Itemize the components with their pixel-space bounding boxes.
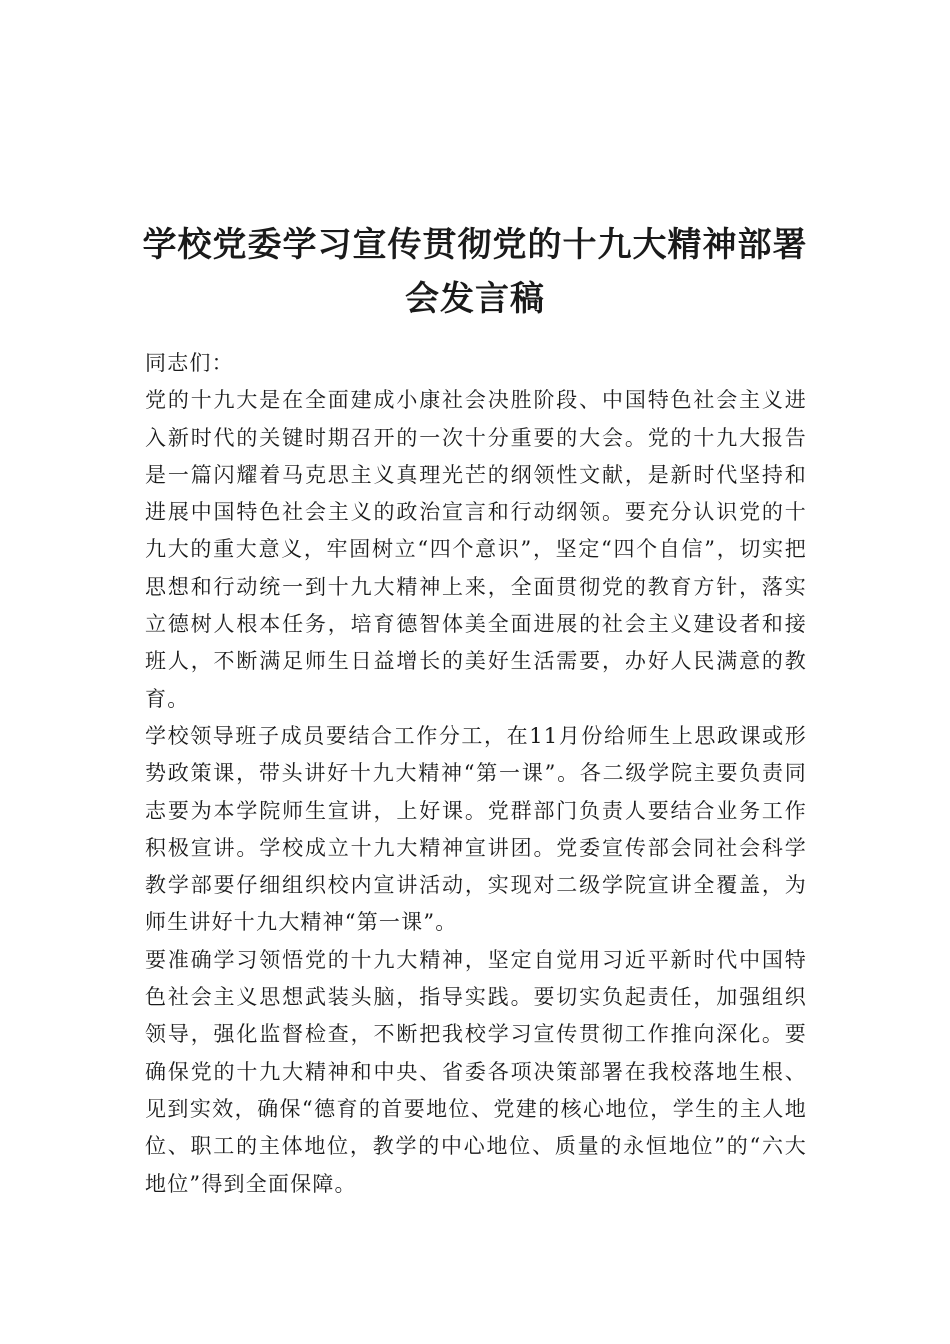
paragraph-1: 党的十九大是在全面建成小康社会决胜阶段、中国特色社会主义进入新时代的关键时期召开的一次十分重要的大会。党的十九大报告是一篇闪耀着马克思主义真理光芒的纲领性文献，是新时代坚持和进展中国特色社会主义的政治宣言和行动纲领。要充分认识党的十九大的重大意义，牢固树立“四个意识”，坚定“四个自信”，切实把思想和行动统一到十九大精神上来，全面贯彻党的教育方针，落实立德树人根本任务，培育德智体美全面进展的社会主义建设者和接班人，不断满足师生日益增长的美好生活需要，办好人民满意的教育。	[145, 388, 807, 711]
document-body	[145, 345, 807, 1203]
document-title: 学校党委学习宣传贯彻党的十九大精神部署会发言稿	[142, 225, 808, 319]
salutation: 同志们：	[145, 351, 234, 375]
paragraph-2: 学校领导班子成员要结合工作分工，在11月份给师生上思政课或形势政策课，带头讲好十九大精神“第一课”。各二级学院主要负责同志要为本学院师生宣讲，上好课。党群部门负责人要结合业务工作积极宣讲。学校成立十九大精神宣讲团。党委宣传部会同社会科学教学部要仔细组织校内宣讲活动，实现对二级学院宣讲全覆盖，为师生讲好十九大精神“第一课”。	[145, 723, 807, 935]
paragraph-3: 要准确学习领悟党的十九大精神，坚定自觉用习近平新时代中国特色社会主义思想武装头脑，指导实践。要切实负起责任，加强组织领导，强化监督检查，不断把我校学习宣传贯彻工作推向深化。要确保党的十九大精神和中央、省委各项决策部署在我校落地生根、见到实效，确保“德育的首要地位、党建的核心地位，学生的主人地位、职工的主体地位，教学的中心地位、质量的永恒地位”的“六大地位”得到全面保障。	[145, 947, 807, 1196]
